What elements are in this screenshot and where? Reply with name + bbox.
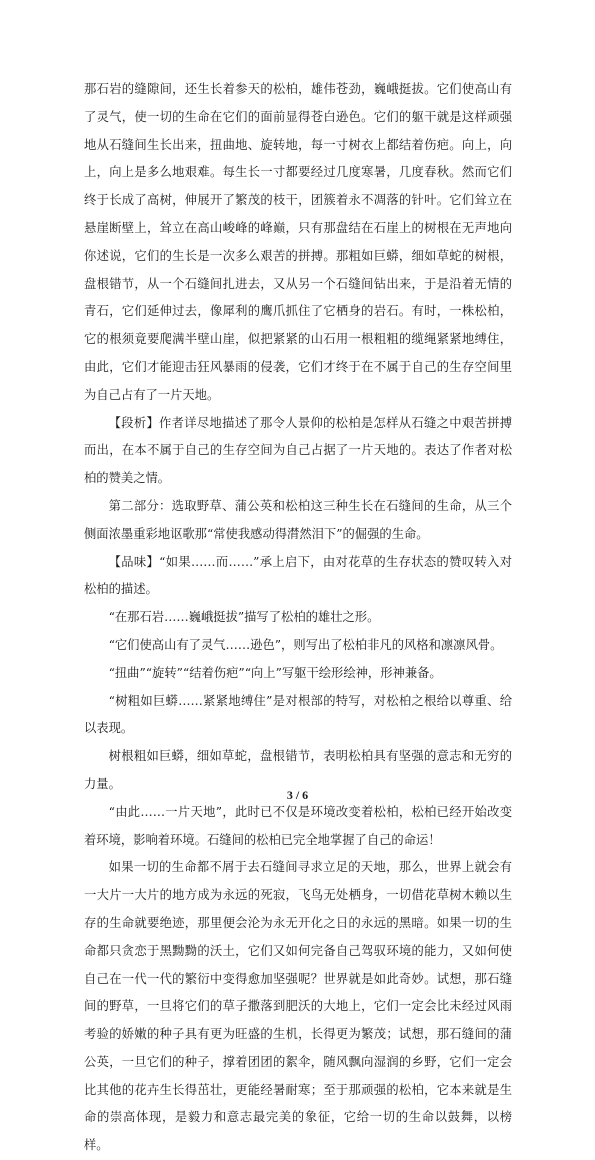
- paragraph-part-two: 第二部分：选取野草、蒲公英和松柏这三种生长在石缝间的生命，从三个侧面浓墨重彩地讴歌那“常使我感动得潸然泪下”的倔强的生命。: [84, 498, 512, 541]
- page-number: 3 / 6: [286, 788, 309, 802]
- paragraph-note-majestic: “在那石岩……巍峨挺拔”描写了松柏的雄壮之形。: [108, 610, 380, 625]
- paragraph-note-will: 树根粗如巨蟒，细如草蛇，盘根错节，表明松柏具有坚强的意志和无穷的力量。: [84, 749, 512, 791]
- paragraph-analysis: 【段析】作者详尽地描述了那令人景仰的松柏是怎样从石缝之中艰苦拼搏而出，在本不属于自己的生存空间为自己占据了一片天地的。表达了作者对松柏的赞美之情。: [84, 415, 512, 486]
- paragraph-appreciation: 【品味】“如果……而……”承上启下，由对花草的生存状态的赞叹转入对松柏的描述。: [84, 554, 512, 597]
- paragraph-note-destiny: “由此……一片天地”，此时已不仅是环境改变着松柏，松柏已经开始改变着环境，影响着环境。石缝间的松柏已完全地掌握了自己的命运！: [84, 804, 512, 847]
- document-body: [84, 76, 512, 1160]
- paragraph-note-spirit: “它们使高山有了灵气……逊色”，则写出了松柏非凡的风格和凛凛风骨。: [108, 637, 503, 652]
- paragraph-pine-description: 那石岩的缝隙间，还生长着参天的松柏，雄伟苍劲，巍峨挺拔。它们使高山有了灵气，使一切的生命在它们的面前显得苍白逊色。它们的躯干就是这样顽强地从石缝间生长出来，扭曲地、旋转地，每一寸树衣上都结着伤疤。向上，向上，向上是多么地艰难。每生长一寸都要经过几度寒暑，几度春秋。然而它们终于长成了高树，伸展开了繁茂的枝干，团簇着永不凋落的针叶。它们耸立在悬崖断壁上，耸立在高山峻峰的峰巅，只有那盘结在石崖上的树根在无声地向你述说，它们的生长是一次多么艰苦的拼搏。那粗如巨蟒，细如草蛇的树根，盘根错节，从一个石缝间扎进去，又从另一个石缝间钻出来，于是沿着无情的青石，它们延伸过去，像犀利的鹰爪抓住了它栖身的岩石。有时，一株松柏，它的根须竟要爬满半壁山崖，似把紧紧的山石用一根粗粗的缆绳紧紧地缚住，由此，它们才能迎击狂风暴雨的侵袭，它们才终于在不属于自己的生存空间里为自己占有了一片天地。: [84, 82, 512, 402]
- paragraph-conclusion: 如果一切的生命都不屑于去石缝间寻求立足的天地，那么，世界上就会有一大片一大片的地方成为永远的死寂，飞鸟无处栖身，一切借花草树木赖以生存的生命就要绝迹，那里便会沦为永无开化之日的永远的黑暗。如果一切的生命都只贪恋于黑黝黝的沃土，它们又如何完备自己驾驭环境的能力，又如何使自己在一代一代的繁衍中变得愈加坚强呢？世界就是如此奇妙。试想，那石缝间的野草，一旦将它们的草子撒落到肥沃的大地上，它们一定会比未经过风雨考验的娇嫩的种子具有更为旺盛的生机，长得更为繁茂；试想，那石缝间的蒲公英，一旦它们的种子，撑着团团的絮伞，随风飘向湿润的乡野，它们一定会比其他的花卉生长得茁壮，更能经暑耐寒；至于那顽强的松柏，它本来就是生命的崇高体现，是毅力和意志最完美的象征，它给一切的生命以鼓舞，以榜样。: [84, 860, 512, 1153]
- paragraph-note-roots: “树粗如巨蟒……紧紧地缚住”是对根部的特写，对松柏之根给以尊重、给以表现。: [84, 693, 512, 736]
- paragraph-note-trunk: “扭曲”“旋转”“结着伤疤”“向上”写躯干绘形绘神，形神兼备。: [108, 665, 442, 680]
